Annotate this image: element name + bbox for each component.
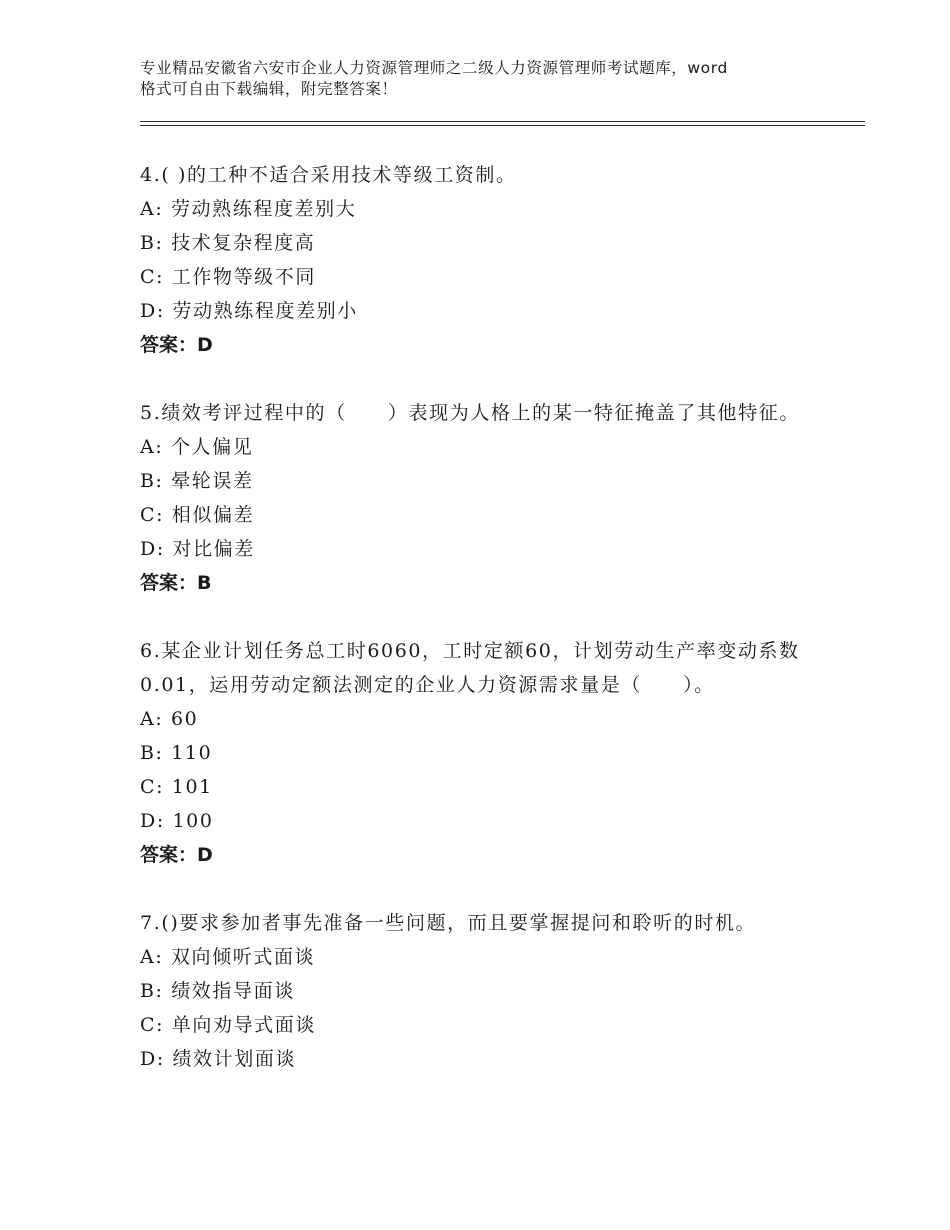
- question-text: 7.()要求参加者事先准备一些问题，而且要掌握提问和聆听的时机。: [140, 912, 757, 934]
- header-divider-top: [140, 121, 865, 122]
- option-d: D: 对比偏差: [140, 538, 255, 560]
- option-c: C: 101: [140, 776, 213, 798]
- question-text: 4.( )的工种不适合采用技术等级工资制。: [140, 164, 517, 186]
- option-a: A: 个人偏见: [140, 436, 254, 458]
- answer: 答案：D: [140, 844, 213, 866]
- option-b: B: 110: [140, 742, 213, 764]
- header-title-line2: 格式可自由下载编辑，附完整答案！: [140, 80, 398, 98]
- option-a: A: 双向倾听式面谈: [140, 946, 316, 968]
- header-divider-bottom: [140, 125, 865, 126]
- option-b: B: 技术复杂程度高: [140, 232, 316, 254]
- option-d: D: 100: [140, 810, 214, 832]
- option-c: C: 工作物等级不同: [140, 266, 316, 288]
- question-gap: [140, 872, 820, 906]
- question-gap: [140, 600, 820, 634]
- question-7: [140, 906, 820, 1076]
- question-4: [140, 158, 820, 362]
- option-c: C: 单向劝导式面谈: [140, 1014, 316, 1036]
- option-b: B: 晕轮误差: [140, 470, 254, 492]
- option-d: D: 绩效计划面谈: [140, 1048, 297, 1070]
- question-gap: [140, 362, 820, 396]
- question-5: [140, 396, 820, 600]
- question-text: 5.绩效考评过程中的（ ）表现为人格上的某一特征掩盖了其他特征。: [140, 402, 800, 424]
- document-header: [140, 58, 830, 100]
- option-c: C: 相似偏差: [140, 504, 255, 526]
- option-a: A: 60: [140, 708, 199, 730]
- option-d: D: 劳动熟练程度差别小: [140, 300, 358, 322]
- option-b: B: 绩效指导面谈: [140, 980, 295, 1002]
- header-title-line1: 专业精品安徽省六安市企业人力资源管理师之二级人力资源管理师考试题库，word: [140, 59, 728, 77]
- question-text: 6.某企业计划任务总工时6060，工时定额60，计划劳动生产率变动系数0.01，运用劳动定额法测定的企业人力资源需求量是（ ）。: [140, 640, 800, 696]
- question-list: [140, 158, 820, 1076]
- option-a: A: 劳动熟练程度差别大: [140, 198, 357, 220]
- question-6: [140, 634, 820, 872]
- answer: 答案：B: [140, 572, 212, 594]
- answer: 答案：D: [140, 334, 213, 356]
